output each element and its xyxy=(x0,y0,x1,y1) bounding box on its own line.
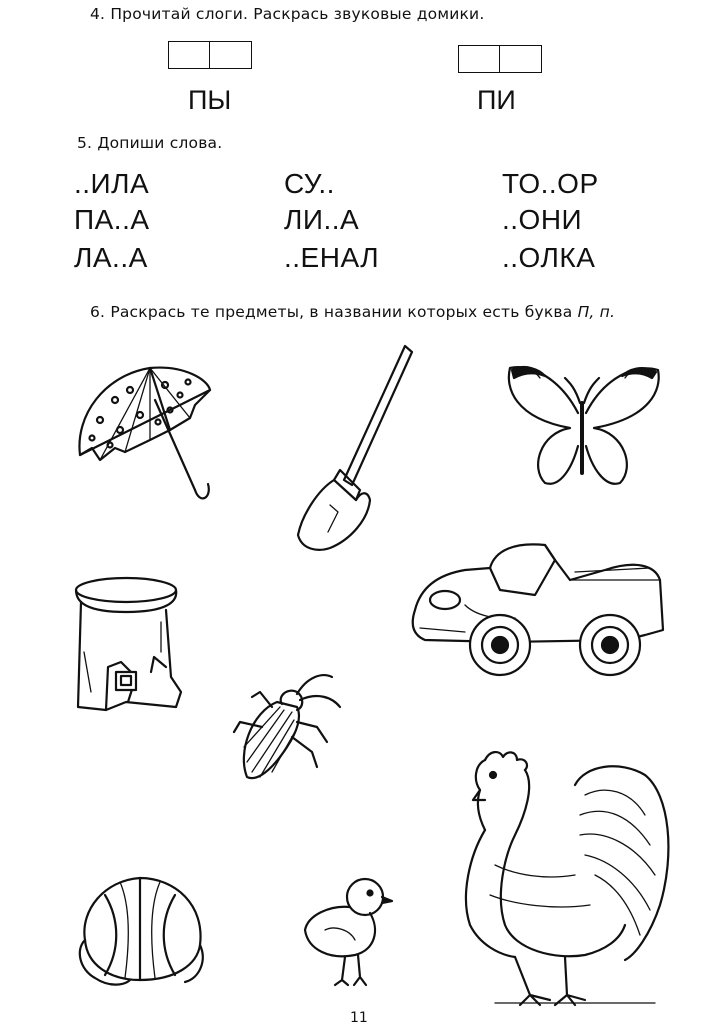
sound-cell[interactable] xyxy=(210,41,252,69)
sound-cell[interactable] xyxy=(500,45,542,73)
butterfly-picture[interactable] xyxy=(500,358,665,498)
page-number: 11 xyxy=(350,1010,368,1026)
syllable-py: ПЫ xyxy=(188,85,232,115)
word-item: ..ЕНАЛ xyxy=(284,242,380,273)
beetle-picture[interactable] xyxy=(232,662,347,787)
word-item: ПА..А xyxy=(74,204,150,235)
word-item: ..ИЛА xyxy=(74,168,150,199)
cabbage-picture[interactable] xyxy=(75,870,210,990)
task-6-text: 6. Раскрась те предметы, в названии которых есть буква xyxy=(90,303,573,321)
sound-cell[interactable] xyxy=(458,45,500,73)
sound-house-1[interactable] xyxy=(168,41,252,69)
task-5-title: 5. Допиши слова. xyxy=(77,134,223,152)
word-item: ..ОЛКА xyxy=(502,242,596,273)
word-item: ..ОНИ xyxy=(502,204,583,235)
car-picture[interactable] xyxy=(405,540,670,680)
rooster-picture[interactable] xyxy=(455,745,680,1010)
shovel-picture[interactable] xyxy=(290,340,420,555)
word-item: ТО..ОР xyxy=(502,168,599,199)
word-item: СУ.. xyxy=(284,168,335,199)
umbrella-picture[interactable] xyxy=(70,360,215,510)
syllable-pi: ПИ xyxy=(477,85,516,115)
word-item: ЛА..А xyxy=(74,242,148,273)
task-4-title: 4. Прочитай слоги. Раскрась звуковые домики. xyxy=(90,5,485,23)
word-item: ЛИ..А xyxy=(284,204,360,235)
chick-picture[interactable] xyxy=(300,875,395,990)
task-6-title xyxy=(90,303,615,321)
sound-cell[interactable] xyxy=(168,41,210,69)
sound-house-2[interactable] xyxy=(458,45,542,73)
boots-picture[interactable] xyxy=(66,572,191,717)
task-6-letter: П, п. xyxy=(577,303,616,321)
